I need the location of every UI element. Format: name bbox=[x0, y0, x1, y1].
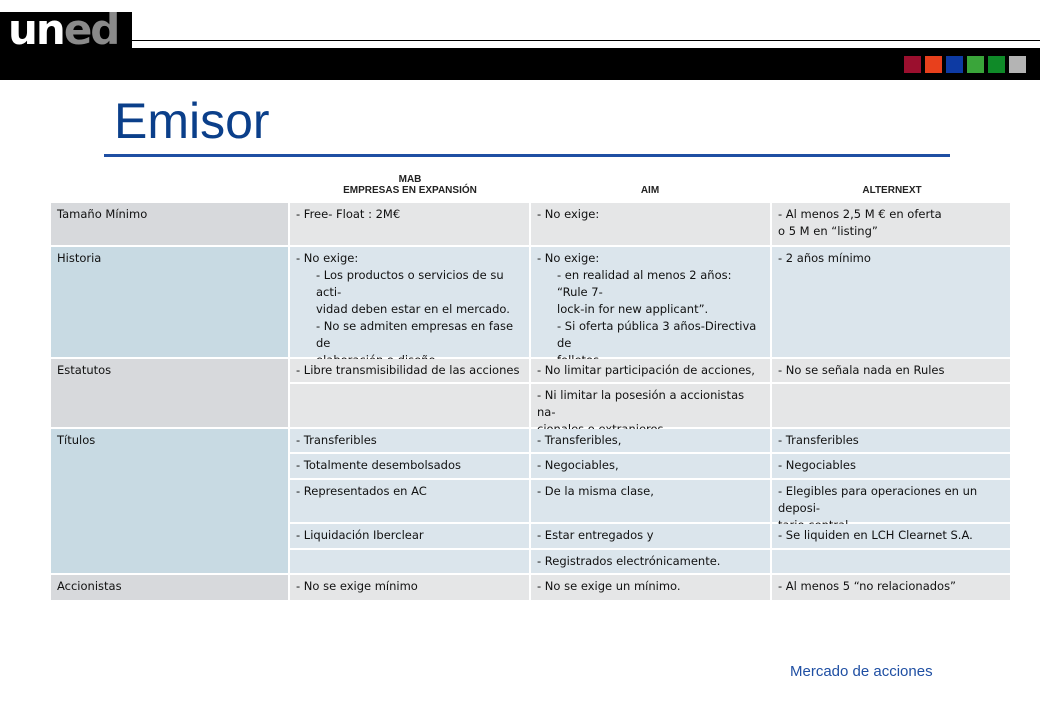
color-square bbox=[1009, 56, 1026, 73]
cell-line: vidad deben estar en el mercado. bbox=[316, 302, 510, 316]
row-label-titulos: Títulos bbox=[51, 429, 288, 573]
logo-text bbox=[8, 5, 118, 54]
cell-line: lock-in for new applicant”. bbox=[557, 302, 709, 316]
cell-titulos-alternext-empty bbox=[772, 550, 1010, 573]
cell-titulos-aim-5: - Registrados electrónicamente. bbox=[531, 550, 770, 573]
cell-titulos-alternext-2: - Negociables bbox=[772, 454, 1010, 478]
cell-estatutos-mab-empty bbox=[290, 384, 529, 427]
row-label-tamano: Tamaño Mínimo bbox=[51, 203, 288, 245]
title-underline bbox=[104, 154, 950, 157]
cell-tamano-alternext bbox=[772, 203, 1010, 245]
cell-titulos-aim-2: - Negociables, bbox=[531, 454, 770, 478]
column-header-alternext: ALTERNEXT bbox=[862, 185, 922, 196]
cell-estatutos-mab: - Libre transmisibilidad de las acciones bbox=[290, 359, 529, 382]
column-header-aim: AIM bbox=[640, 185, 660, 196]
cell-titulos-mab-2: - Totalmente desembolsados bbox=[290, 454, 529, 478]
cell-titulos-aim-1: - Transferibles, bbox=[531, 429, 770, 452]
color-square bbox=[925, 56, 942, 73]
slide-title: Emisor bbox=[114, 93, 270, 149]
cell-accionistas-aim: - No se exige un mínimo. bbox=[531, 575, 770, 600]
cell-titulos-mab-1: - Transferibles bbox=[290, 429, 529, 452]
cell-line: - Ni limitar la posesión a accionistas na- bbox=[537, 388, 745, 419]
cell-line: - No se admiten empresas en fase de bbox=[316, 319, 514, 350]
header-mab-line2: EMPRESAS EN EXPANSIÓN bbox=[343, 185, 477, 196]
cell-accionistas-alternext: - Al menos 5 “no relacionados” bbox=[772, 575, 1010, 600]
color-square bbox=[946, 56, 963, 73]
cell-titulos-mab-3: - Representados en AC bbox=[290, 480, 529, 522]
cell-tamano-mab: - Free- Float : 2M€ bbox=[290, 203, 529, 245]
logo-text-part: ed bbox=[63, 5, 119, 54]
cell-titulos-aim-4: - Estar entregados y bbox=[531, 524, 770, 548]
cell-line: - No exige: bbox=[537, 251, 600, 265]
cell-titulos-alternext-1: - Transferibles bbox=[772, 429, 1010, 452]
uned-logo bbox=[0, 5, 132, 54]
cell-titulos-aim-3: - De la misma clase, bbox=[531, 480, 770, 522]
color-square bbox=[904, 56, 921, 73]
cell-line: - Elegibles para operaciones en un deposi- bbox=[778, 484, 978, 515]
cell-line: - Los productos o servicios de su acti- bbox=[316, 268, 504, 299]
cell-estatutos-alternext: - No se señala nada en Rules bbox=[772, 359, 1010, 382]
cell-line: - No exige: bbox=[296, 251, 359, 265]
cell-line: - Si oferta pública 3 años-Directiva de bbox=[557, 319, 757, 350]
cell-line: - Al menos 2,5 M € en oferta bbox=[778, 207, 942, 221]
cell-estatutos-aim-2 bbox=[531, 384, 770, 427]
cell-titulos-mab-empty bbox=[290, 550, 529, 573]
color-square bbox=[988, 56, 1005, 73]
cell-line: o 5 M en “listing” bbox=[778, 224, 878, 238]
row-label-accionistas: Accionistas bbox=[51, 575, 288, 600]
header-mab-line1: MAB bbox=[398, 174, 422, 185]
cell-estatutos-aim-1: - No limitar participación de acciones, bbox=[531, 359, 770, 382]
cell-tamano-aim: - No exige: bbox=[531, 203, 770, 245]
cell-historia-alternext: - 2 años mínimo bbox=[772, 247, 1010, 357]
cell-titulos-alternext-3 bbox=[772, 480, 1010, 522]
row-label-estatutos: Estatutos bbox=[51, 359, 288, 427]
cell-line: - en realidad al menos 2 años: “Rule 7- bbox=[557, 268, 732, 299]
row-label-historia: Historia bbox=[51, 247, 288, 357]
cell-estatutos-alternext-empty bbox=[772, 384, 1010, 427]
color-squares bbox=[904, 56, 1026, 73]
header-rule bbox=[132, 40, 1040, 41]
cell-historia-mab bbox=[290, 247, 529, 357]
logo-text-part: un bbox=[8, 5, 64, 54]
header-bar bbox=[0, 48, 1040, 80]
cell-titulos-alternext-4: - Se liquiden en LCH Clearnet S.A. bbox=[772, 524, 1010, 548]
cell-titulos-mab-4: - Liquidación Iberclear bbox=[290, 524, 529, 548]
cell-accionistas-mab: - No se exige mínimo bbox=[290, 575, 529, 600]
color-square bbox=[967, 56, 984, 73]
column-header-mab bbox=[290, 174, 530, 196]
cell-historia-aim bbox=[531, 247, 770, 357]
footer-label: Mercado de acciones bbox=[790, 663, 933, 680]
